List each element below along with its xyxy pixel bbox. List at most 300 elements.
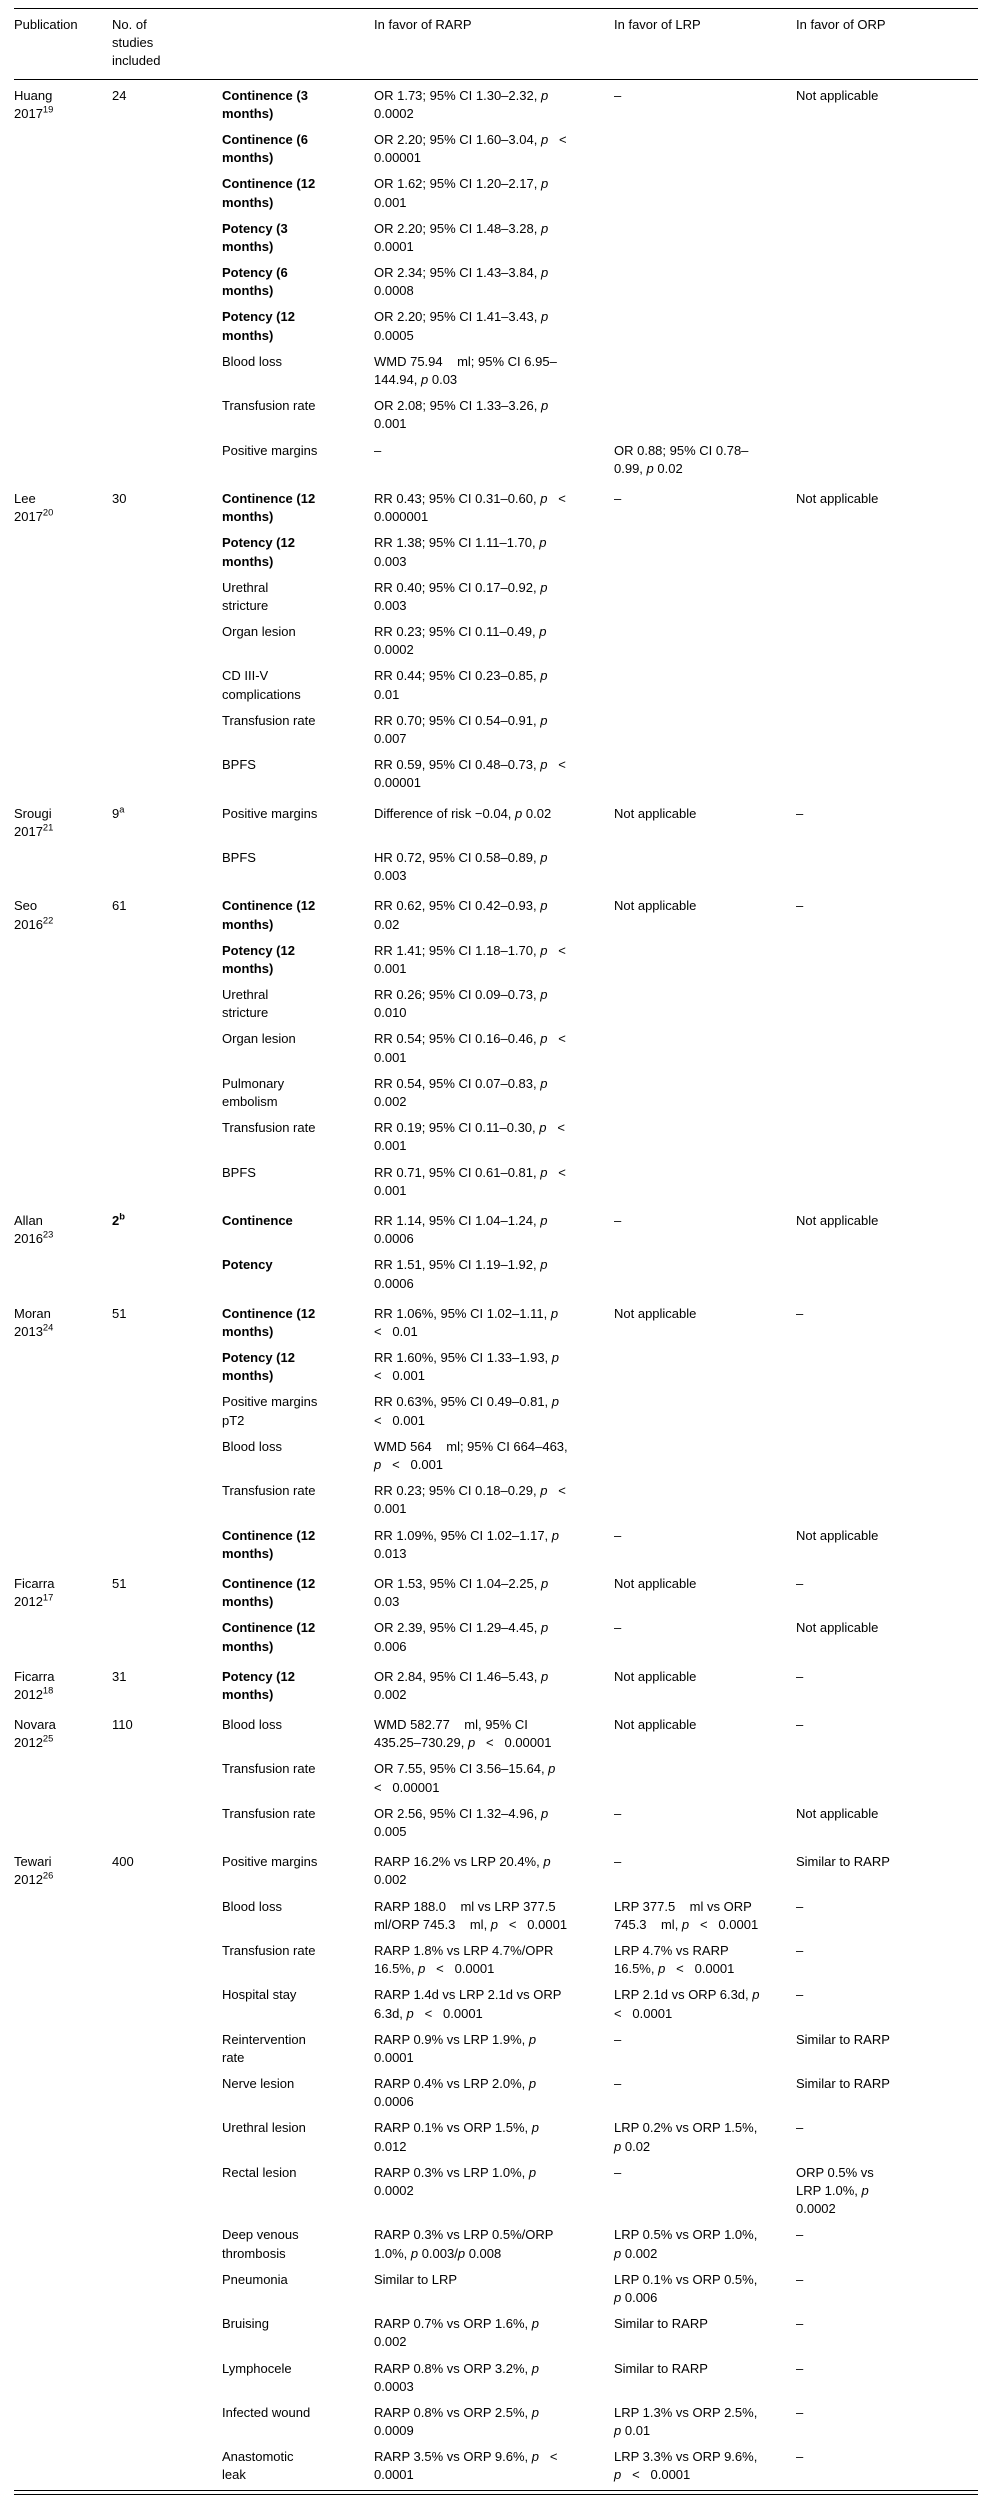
studies-count-cell	[112, 2223, 222, 2267]
studies-count: 31	[112, 1668, 127, 1684]
orp-result-cell: –	[796, 2271, 804, 2287]
rarp-result-cell: OR 2.34; 95% CI 1.43–3.84, p 0.0008	[374, 265, 552, 299]
studies-count: 400	[112, 1854, 134, 1870]
studies-count-cell	[112, 1846, 222, 1894]
publication-year-text: 2017	[14, 823, 43, 839]
publication-cell	[14, 350, 112, 394]
outcome-label: Blood loss	[222, 1717, 282, 1733]
outcome-label: Bruising	[222, 2316, 269, 2332]
table-header	[14, 9, 978, 80]
reference-superscript: 18	[42, 1685, 54, 1696]
outcome-cell	[222, 2028, 374, 2072]
publication-year	[14, 916, 86, 934]
lrp-result-cell	[614, 128, 796, 172]
orp-result-cell	[796, 753, 978, 797]
lrp-result-cell: Not applicable	[614, 1668, 697, 1684]
studies-count: 110	[112, 1717, 133, 1733]
lrp-result-cell	[614, 1757, 796, 1801]
orp-result-cell	[796, 1479, 978, 1523]
outcome-cell	[222, 939, 374, 983]
studies-count-cell	[112, 983, 222, 1027]
outcome-label: Rectal lesion	[222, 2164, 297, 2180]
studies-count-cell	[112, 172, 222, 216]
publication-name: Moran	[14, 1305, 51, 1321]
publication-cell	[14, 1116, 112, 1160]
rarp-result-cell: OR 2.20; 95% CI 1.41–3.43, p 0.0005	[374, 309, 552, 343]
studies-count-cell	[112, 1298, 222, 1346]
studies-count-cell	[112, 1709, 222, 1757]
outcome-label: Potency (12 months)	[222, 1668, 295, 1702]
studies-count-cell	[112, 1983, 222, 2027]
outcome-label: Infected wound	[222, 2404, 311, 2420]
publication-cell	[14, 1479, 112, 1523]
lrp-result-cell: LRP 4.7% vs RARP 16.5%, p < 0.0001	[614, 1942, 735, 1977]
publication-cell	[14, 1253, 112, 1297]
outcome-cell	[222, 1027, 374, 1071]
outcome-label: Transfusion rate	[222, 712, 316, 728]
outcome-cell	[222, 483, 374, 531]
outcome-cell	[222, 217, 374, 261]
table-row	[14, 1072, 978, 1116]
lrp-result-cell: Not applicable	[614, 1575, 697, 1591]
rarp-result-cell: RR 1.09%, 95% CI 1.02–1.17, p 0.013	[374, 1527, 563, 1561]
lrp-result-cell: LRP 3.3% vs ORP 9.6%, p < 0.0001	[614, 2449, 761, 2483]
publication-cell	[14, 2312, 112, 2356]
table-row	[14, 79, 978, 128]
studies-count-cell	[112, 1205, 222, 1253]
orp-result-cell: Not applicable	[796, 87, 879, 103]
publication-cell	[14, 261, 112, 305]
publication-year	[14, 1686, 86, 1704]
rarp-result-cell: RARP 3.5% vs ORP 9.6%, p < 0.0001	[374, 2449, 569, 2483]
col-header-orp	[796, 9, 978, 80]
studies-count-cell	[112, 2116, 222, 2160]
orp-result-cell: –	[796, 898, 804, 914]
outcome-label: Continence (12 months)	[222, 898, 316, 932]
outcome-label: Potency (6 months)	[222, 265, 288, 299]
orp-result-cell	[796, 1116, 978, 1160]
publication-cell	[14, 172, 112, 216]
orp-result-cell	[796, 664, 978, 708]
publication-cell	[14, 1939, 112, 1983]
publication-cell	[14, 1757, 112, 1801]
orp-result-cell: –	[796, 2316, 804, 2332]
outcome-cell	[222, 531, 374, 575]
studies-count-cell	[112, 128, 222, 172]
table-row	[14, 394, 978, 438]
publication-year-text: 2012	[14, 1735, 43, 1751]
publication-year-text: 2016	[14, 916, 43, 932]
studies-count-cell	[112, 1661, 222, 1709]
studies-count-cell	[112, 531, 222, 575]
publication-cell	[14, 1346, 112, 1390]
publication-cell	[14, 664, 112, 708]
outcome-label: Reintervention rate	[222, 2031, 306, 2065]
reference-superscript: 22	[42, 915, 54, 926]
lrp-result-cell: –	[614, 1620, 622, 1636]
outcome-label: Anastomotic leak	[222, 2449, 294, 2483]
outcome-cell	[222, 798, 374, 846]
studies-count-cell	[112, 483, 222, 531]
outcome-cell	[222, 1253, 374, 1297]
publication-cell	[14, 1524, 112, 1568]
lrp-result-cell: LRP 377.5 ml vs ORP 745.3 ml, p < 0.0001	[614, 1898, 759, 1932]
rarp-result-cell: RARP 0.1% vs ORP 1.5%, p 0.012	[374, 2120, 543, 2154]
lrp-result-cell	[614, 350, 796, 394]
table-row	[14, 2401, 978, 2445]
studies-count: 51	[112, 1305, 127, 1321]
lrp-result-cell: OR 0.88; 95% CI 0.78–0.99, p 0.02	[614, 442, 749, 476]
table-row	[14, 350, 978, 394]
outcome-label: Positive margins pT2	[222, 1394, 318, 1428]
orp-result-cell	[796, 350, 978, 394]
orp-result-cell: Not applicable	[796, 1620, 879, 1636]
publication-cell	[14, 1709, 112, 1757]
table-row	[14, 798, 978, 846]
rarp-result-cell: WMD 564 ml; 95% CI 664–463, p < 0.001	[374, 1438, 572, 1472]
outcome-cell	[222, 172, 374, 216]
table-row	[14, 1616, 978, 1660]
publication-cell	[14, 439, 112, 483]
table-bottom-rule	[14, 2494, 978, 2495]
publication-cell	[14, 1568, 112, 1616]
outcome-cell	[222, 1390, 374, 1434]
header-row	[14, 9, 978, 80]
studies-count-cell	[112, 620, 222, 664]
lrp-result-cell	[614, 305, 796, 349]
lrp-result-cell	[614, 1479, 796, 1523]
orp-result-cell	[796, 1757, 978, 1801]
studies-count-cell	[112, 1435, 222, 1479]
table-row	[14, 939, 978, 983]
orp-result-cell	[796, 709, 978, 753]
outcome-label: Urethral stricture	[222, 579, 269, 613]
outcome-cell	[222, 1709, 374, 1757]
table-row	[14, 2445, 978, 2490]
outcome-cell	[222, 2312, 374, 2356]
studies-footnote-marker: b	[119, 1211, 125, 1222]
studies-count-cell	[112, 1895, 222, 1939]
lrp-result-cell: LRP 1.3% vs ORP 2.5%, p 0.01	[614, 2404, 761, 2439]
studies-count-cell	[112, 890, 222, 938]
orp-result-cell	[796, 846, 978, 890]
outcome-cell	[222, 983, 374, 1027]
rarp-result-cell: RARP 0.7% vs ORP 1.6%, p 0.002	[374, 2316, 543, 2350]
orp-result-cell	[796, 439, 978, 483]
studies-count-cell	[112, 1568, 222, 1616]
table-row	[14, 846, 978, 890]
publication-cell	[14, 939, 112, 983]
publication-year-text: 2016	[14, 1231, 43, 1247]
rarp-result-cell: RARP 0.3% vs LRP 1.0%, p 0.0002	[374, 2164, 540, 2198]
rarp-result-cell: RR 0.43; 95% CI 0.31–0.60, p < 0.000001	[374, 490, 577, 525]
rarp-result-cell: RR 0.62, 95% CI 0.42–0.93, p 0.02	[374, 898, 552, 932]
rarp-result-cell: RARP 16.2% vs LRP 20.4%, p 0.002	[374, 1854, 555, 1888]
outcome-label: Potency (12 months)	[222, 1350, 295, 1384]
studies-count-cell	[112, 1116, 222, 1160]
table-row	[14, 753, 978, 797]
table-row	[14, 172, 978, 216]
table-row	[14, 483, 978, 531]
outcome-cell	[222, 709, 374, 753]
outcome-label: Continence (12 months)	[222, 490, 316, 525]
orp-result-cell: Similar to RARP	[796, 2031, 890, 2047]
studies-count-cell	[112, 1390, 222, 1434]
orp-result-cell: –	[796, 805, 804, 821]
studies-count: 51	[112, 1575, 127, 1591]
outcome-cell	[222, 620, 374, 664]
table-row	[14, 1390, 978, 1434]
rarp-result-cell: OR 2.84, 95% CI 1.46–5.43, p 0.002	[374, 1668, 552, 1702]
orp-result-cell: –	[796, 2404, 804, 2420]
studies-count-cell	[112, 576, 222, 620]
orp-result-cell: Not applicable	[796, 1527, 879, 1543]
rarp-result-cell: RARP 0.3% vs LRP 0.5%/ORP 1.0%, p 0.003/p 0.008	[374, 2227, 557, 2261]
outcome-cell	[222, 1661, 374, 1709]
rarp-result-cell: RR 0.23; 95% CI 0.11–0.49, p 0.0002	[374, 624, 551, 658]
outcome-label: Potency (12 months)	[222, 942, 295, 976]
lrp-result-cell	[614, 1072, 796, 1116]
lrp-result-cell: LRP 0.1% vs ORP 0.5%, p 0.006	[614, 2271, 761, 2305]
publication-cell	[14, 1802, 112, 1846]
orp-result-cell	[796, 1435, 978, 1479]
publication-cell	[14, 1205, 112, 1253]
outcome-cell	[222, 350, 374, 394]
table-row	[14, 1116, 978, 1160]
outcome-label: Lymphocele	[222, 2360, 292, 2376]
outcome-label: Potency (3 months)	[222, 220, 288, 254]
outcome-cell	[222, 2116, 374, 2160]
table-row	[14, 1939, 978, 1983]
rarp-result-cell: RR 1.14, 95% CI 1.04–1.24, p 0.0006	[374, 1212, 552, 1247]
outcome-label: Blood loss	[222, 353, 282, 369]
lrp-result-cell	[614, 709, 796, 753]
studies-count: 2	[112, 1212, 120, 1228]
col-header-rarp	[374, 9, 614, 80]
studies-count-cell	[112, 79, 222, 128]
rarp-result-cell: OR 2.20; 95% CI 1.60–3.04, p < 0.00001	[374, 131, 578, 166]
rarp-result-cell: RR 0.19; 95% CI 0.11–0.30, p < 0.001	[374, 1120, 576, 1154]
outcome-cell	[222, 1983, 374, 2027]
table-row	[14, 217, 978, 261]
rarp-result-cell: WMD 75.94 ml; 95% CI 6.95–144.94, p 0.03	[374, 353, 557, 387]
publication-year	[14, 823, 86, 841]
studies-count-cell	[112, 1346, 222, 1390]
publication-cell	[14, 1983, 112, 2027]
outcome-label: Potency	[222, 1257, 273, 1273]
publication-name: Ficarra	[14, 1575, 55, 1591]
outcome-cell	[222, 305, 374, 349]
table-row	[14, 1524, 978, 1568]
outcome-label: Pneumonia	[222, 2271, 288, 2287]
table-row	[14, 2268, 978, 2312]
lrp-result-cell	[614, 1346, 796, 1390]
rarp-result-cell: RR 0.23; 95% CI 0.18–0.29, p < 0.001	[374, 1483, 577, 1517]
outcome-label: Positive margins	[222, 442, 318, 458]
outcome-cell	[222, 1435, 374, 1479]
table-row	[14, 1435, 978, 1479]
table-row	[14, 439, 978, 483]
publication-year	[14, 1323, 86, 1341]
table-row	[14, 128, 978, 172]
studies-count-cell	[112, 1253, 222, 1297]
publication-cell	[14, 305, 112, 349]
reference-superscript: 21	[42, 822, 54, 833]
publication-cell	[14, 2401, 112, 2445]
outcome-cell	[222, 79, 374, 128]
publication-cell	[14, 753, 112, 797]
publication-year	[14, 1734, 86, 1752]
outcome-label: Blood loss	[222, 1438, 282, 1454]
reference-superscript: 25	[42, 1733, 54, 1744]
table-body	[14, 79, 978, 2490]
col-header-publication	[14, 9, 112, 80]
orp-result-cell: –	[796, 2360, 804, 2376]
table-row	[14, 1568, 978, 1616]
outcome-label: BPFS	[222, 1164, 256, 1180]
studies-count-cell	[112, 2401, 222, 2445]
publication-cell	[14, 2161, 112, 2224]
publication-name: Novara	[14, 1717, 56, 1733]
studies-count-cell	[112, 261, 222, 305]
table-row	[14, 620, 978, 664]
orp-result-cell: Similar to RARP	[796, 1854, 890, 1870]
lrp-result-cell: Similar to RARP	[614, 2360, 708, 2376]
publication-cell	[14, 798, 112, 846]
outcome-label: Urethral lesion	[222, 2120, 306, 2136]
studies-count-cell	[112, 2445, 222, 2490]
studies-count-cell	[112, 753, 222, 797]
orp-result-cell	[796, 983, 978, 1027]
rarp-result-cell: WMD 582.77 ml, 95% CI 435.25–730.29, p < 0.00001	[374, 1717, 552, 1751]
lrp-result-cell: Similar to RARP	[614, 2316, 708, 2332]
rarp-result-cell: RARP 0.8% vs ORP 3.2%, p 0.0003	[374, 2360, 543, 2394]
table-row	[14, 305, 978, 349]
lrp-result-cell	[614, 846, 796, 890]
outcome-label: Blood loss	[222, 1898, 282, 1914]
rarp-result-cell: RR 1.60%, 95% CI 1.33–1.93, p < 0.001	[374, 1350, 570, 1384]
outcomes-comparison-table	[14, 8, 978, 2491]
studies-count: 61	[112, 898, 127, 914]
publication-cell	[14, 1846, 112, 1894]
table-row	[14, 1983, 978, 2027]
publication-cell	[14, 2072, 112, 2116]
table-row	[14, 2116, 978, 2160]
outcome-cell	[222, 576, 374, 620]
orp-result-cell	[796, 1390, 978, 1434]
publication-cell	[14, 846, 112, 890]
outcome-cell	[222, 2161, 374, 2224]
rarp-result-cell: RARP 0.9% vs LRP 1.9%, p 0.0001	[374, 2031, 540, 2065]
outcome-cell	[222, 394, 374, 438]
studies-count: 30	[112, 490, 127, 506]
studies-count-cell	[112, 1616, 222, 1660]
reference-superscript: 26	[42, 1871, 54, 1882]
outcome-label: BPFS	[222, 757, 256, 773]
lrp-result-cell: Not applicable	[614, 1305, 697, 1321]
publication-cell	[14, 79, 112, 128]
outcome-cell	[222, 1298, 374, 1346]
rarp-result-cell: RR 0.44; 95% CI 0.23–0.85, p 0.01	[374, 668, 552, 702]
studies-count-cell	[112, 439, 222, 483]
outcome-cell	[222, 846, 374, 890]
orp-result-cell: ORP 0.5% vs LRP 1.0%, p 0.0002	[796, 2164, 878, 2217]
publication-cell	[14, 576, 112, 620]
outcome-cell	[222, 1895, 374, 1939]
table-row	[14, 576, 978, 620]
studies-count-cell	[112, 350, 222, 394]
outcome-cell	[222, 2401, 374, 2445]
col-header-lrp-label: In favor of LRP	[614, 17, 701, 32]
publication-name: Lee	[14, 490, 36, 506]
orp-result-cell	[796, 939, 978, 983]
publication-name: Tewari	[14, 1854, 52, 1870]
table-row	[14, 1253, 978, 1297]
publication-cell	[14, 890, 112, 938]
studies-count-cell	[112, 1757, 222, 1801]
studies-count-cell	[112, 2028, 222, 2072]
outcome-cell	[222, 2268, 374, 2312]
rarp-result-cell: Difference of risk −0.04, p 0.02	[374, 805, 552, 821]
table-row	[14, 1161, 978, 1205]
table-row	[14, 2312, 978, 2356]
lrp-result-cell	[614, 172, 796, 216]
orp-result-cell: –	[796, 1987, 804, 2003]
studies-count-cell	[112, 846, 222, 890]
outcome-cell	[222, 1846, 374, 1894]
outcome-cell	[222, 1757, 374, 1801]
outcome-cell	[222, 2357, 374, 2401]
rarp-result-cell: OR 2.20; 95% CI 1.48–3.28, p 0.0001	[374, 220, 552, 254]
outcome-cell	[222, 1616, 374, 1660]
orp-result-cell	[796, 531, 978, 575]
studies-count-cell	[112, 1479, 222, 1523]
outcome-label: Transfusion rate	[222, 1761, 316, 1777]
outcome-cell	[222, 1072, 374, 1116]
lrp-result-cell: –	[614, 490, 622, 506]
publication-name: Ficarra	[14, 1668, 55, 1684]
publication-year-text: 2013	[14, 1323, 43, 1339]
table-row	[14, 664, 978, 708]
col-header-studies-label: No. of studies included	[112, 17, 161, 69]
outcome-cell	[222, 439, 374, 483]
outcome-label: Transfusion rate	[222, 1120, 316, 1136]
lrp-result-cell	[614, 261, 796, 305]
outcome-label: Transfusion rate	[222, 1805, 316, 1821]
lrp-result-cell	[614, 576, 796, 620]
studies-count-cell	[112, 709, 222, 753]
outcome-cell	[222, 1205, 374, 1253]
reference-superscript: 17	[42, 1592, 54, 1603]
rarp-result-cell: RR 0.70; 95% CI 0.54–0.91, p 0.007	[374, 712, 552, 746]
outcome-label: Urethral stricture	[222, 987, 269, 1021]
table-row	[14, 1895, 978, 1939]
publication-cell	[14, 1661, 112, 1709]
orp-result-cell	[796, 394, 978, 438]
studies-count-cell	[112, 305, 222, 349]
rarp-result-cell: OR 1.73; 95% CI 1.30–2.32, p 0.0002	[374, 87, 552, 121]
orp-result-cell	[796, 1072, 978, 1116]
orp-result-cell: –	[796, 2227, 804, 2243]
studies-count-cell	[112, 1072, 222, 1116]
orp-result-cell: Not applicable	[796, 1212, 879, 1228]
table-row	[14, 890, 978, 938]
table-row	[14, 2028, 978, 2072]
outcome-cell	[222, 1479, 374, 1523]
rarp-result-cell: RARP 0.8% vs ORP 2.5%, p 0.0009	[374, 2404, 543, 2439]
studies-count-cell	[112, 2357, 222, 2401]
publication-cell	[14, 1298, 112, 1346]
